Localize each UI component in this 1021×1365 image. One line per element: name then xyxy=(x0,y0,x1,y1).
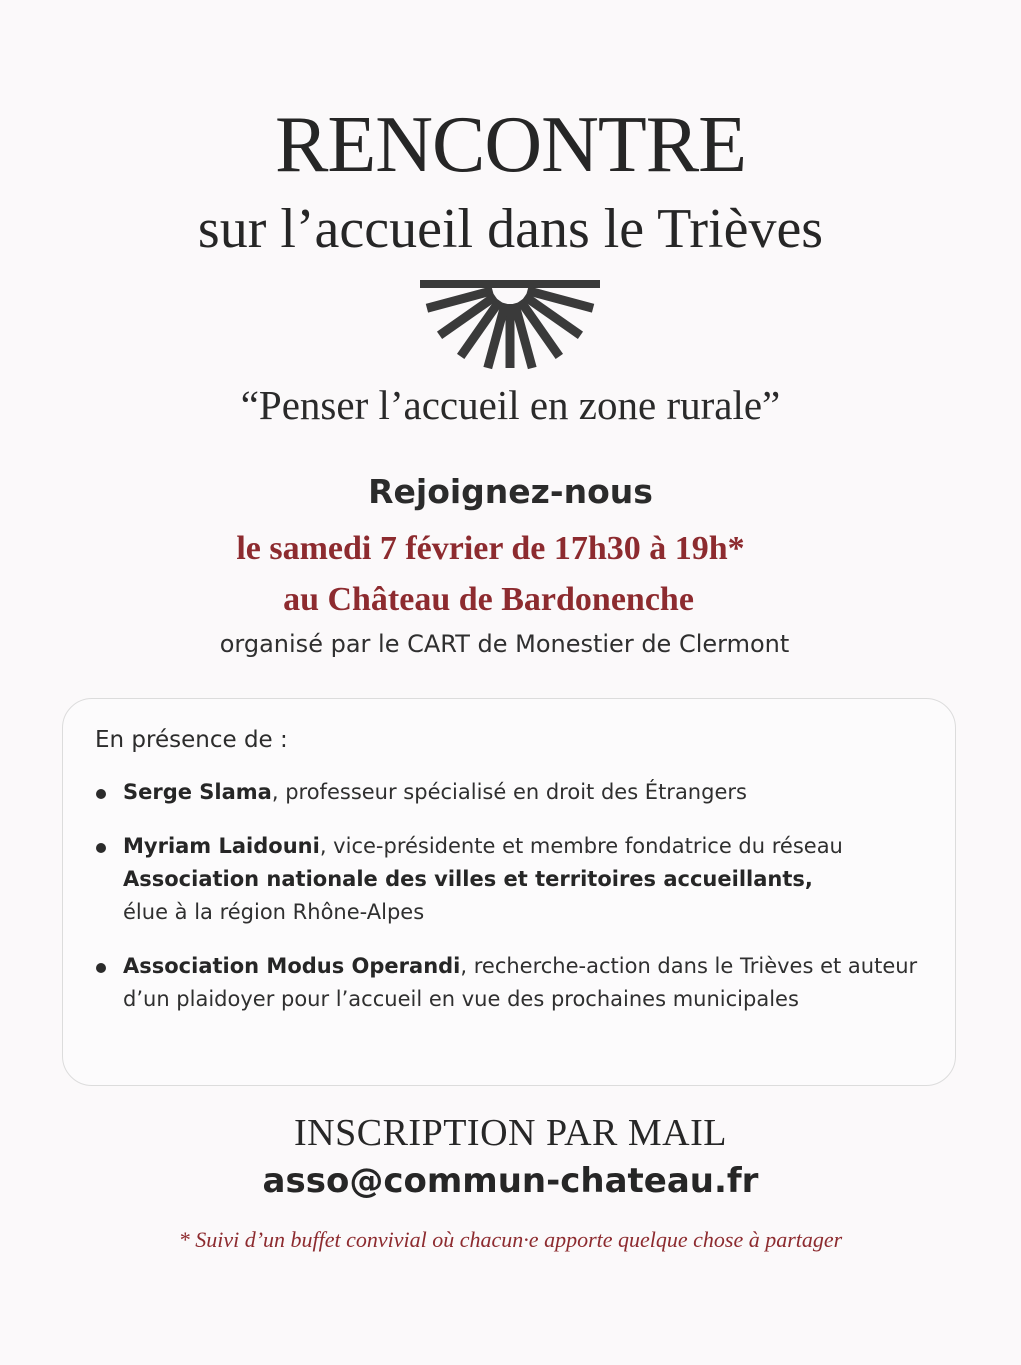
guest-description: , vice-présidente et membre fondatrice du réseau xyxy=(319,834,843,858)
guest-organization: Association nationale des villes et territoires accueillants, xyxy=(123,867,813,891)
guests-intro: En présence de : xyxy=(95,727,288,753)
event-location: au Château de Bardonenche xyxy=(283,581,694,618)
guest-name: Serge Slama xyxy=(123,780,272,804)
bullet-icon xyxy=(96,963,106,973)
guest-item xyxy=(123,830,933,929)
guest-name: Myriam Laidouni xyxy=(123,834,320,858)
join-heading: Rejoignez-nous xyxy=(368,472,653,511)
bullet-icon xyxy=(96,843,106,853)
guest-item xyxy=(123,776,933,809)
registration-email: asso@commun-chateau.fr xyxy=(262,1161,759,1201)
guests-panel xyxy=(62,698,956,1086)
guest-description: , recherche-action dans le Trièves et auteur d’un plaidoyer pour l’accueil en vue des prochaines municipales xyxy=(123,954,918,1011)
guest-description: , professeur spécialisé en droit des Étrangers xyxy=(271,780,747,804)
guest-extra: élue à la région Rhône-Alpes xyxy=(123,900,425,924)
bullet-icon xyxy=(96,789,106,799)
event-organizer: organisé par le CART de Monestier de Clermont xyxy=(219,630,790,658)
sun-rays-icon xyxy=(420,280,600,370)
event-title: RENCONTRE xyxy=(275,101,746,189)
guest-item xyxy=(123,950,933,1016)
registration-title: INSCRIPTION PAR MAIL xyxy=(294,1112,727,1154)
guest-name: Association Modus Operandi xyxy=(123,954,461,978)
buffet-footnote: * Suivi d’un buffet convivial où chacun·e apporte quelque chose à partager xyxy=(178,1227,843,1252)
event-subtitle: sur l’accueil dans le Trièves xyxy=(197,198,824,260)
event-date: le samedi 7 février de 17h30 à 19h* xyxy=(236,530,745,567)
sun-bar xyxy=(420,280,600,288)
theme-quote: “Penser l’accueil en zone rurale” xyxy=(240,382,781,428)
